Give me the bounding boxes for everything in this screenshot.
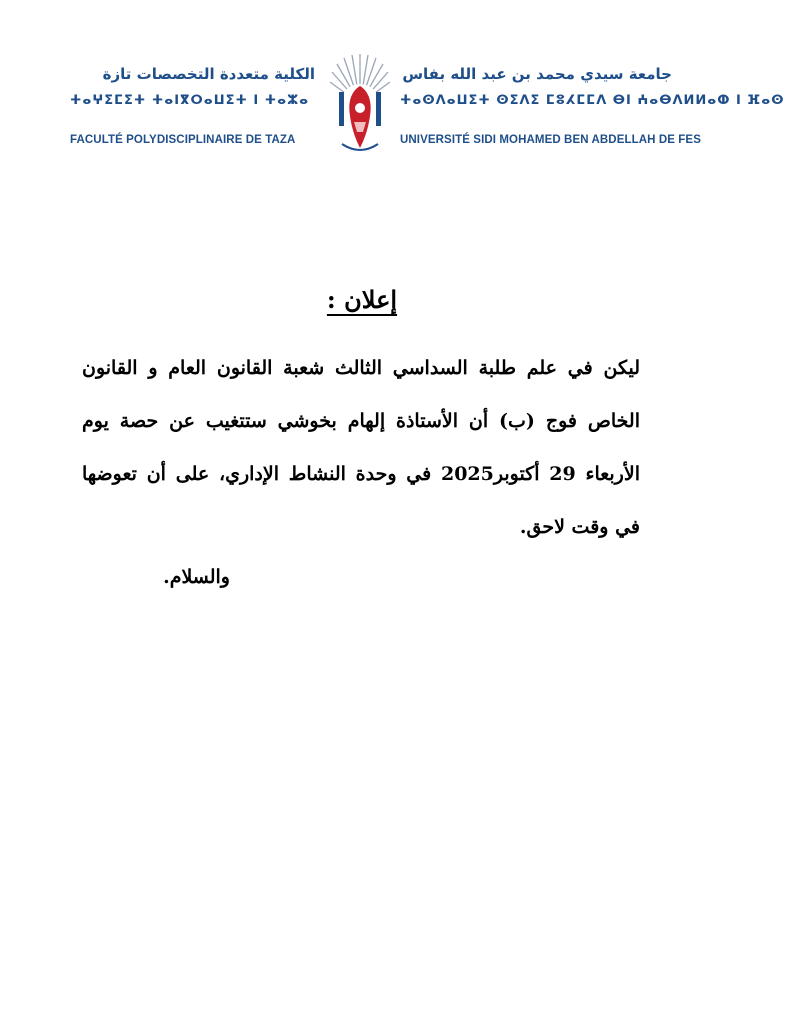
faculty-name-french: FACULTÉ POLYDISCIPLINAIRE DE TAZA <box>70 134 296 146</box>
university-emblem-icon <box>328 52 392 162</box>
university-name-arabic: جامعة سيدي محمد بن عبد الله بفاس <box>402 65 672 83</box>
announcement-title <box>0 285 724 314</box>
faculty-name-arabic: الكلية متعددة التخصصات تازة <box>102 65 315 83</box>
letterhead <box>60 52 785 164</box>
university-name-french: UNIVERSITÉ SIDI MOHAMED BEN ABDELLAH DE FES <box>400 134 701 146</box>
announcement-body: ليكن في علم طلبة السداسي الثالث شعبة القانون العام و القانون الخاص فوج (ب) أن الأستاذة إلهام بخوشي ستتغيب عن حصة يوم الأربعاء 29 أكتوبر2025 في وحدة النشاط الإداري، على أن تعوضها في وقت لاحق. <box>82 357 640 538</box>
university-name-tifinagh: ⵜⴰⵙⴷⴰⵡⵉⵜ ⵙⵉⴷⵉ ⵎⵓⵃⵎⵎⴷ ⴱⵏ ⵄⴰⴱⴷⵍⵍⴰⵀ ⵏ ⴼⴰⵙ <box>400 93 785 108</box>
announcement-closing: والسلام. <box>163 566 230 588</box>
faculty-name-tifinagh: ⵜⴰⵖⵉⵎⵉⵜ ⵜⴰⵏⴳⵔⴰⵡⵉⵜ ⵏ ⵜⴰⵣⴰ <box>70 93 310 108</box>
announcement-title-text: إعلان : <box>326 285 398 314</box>
